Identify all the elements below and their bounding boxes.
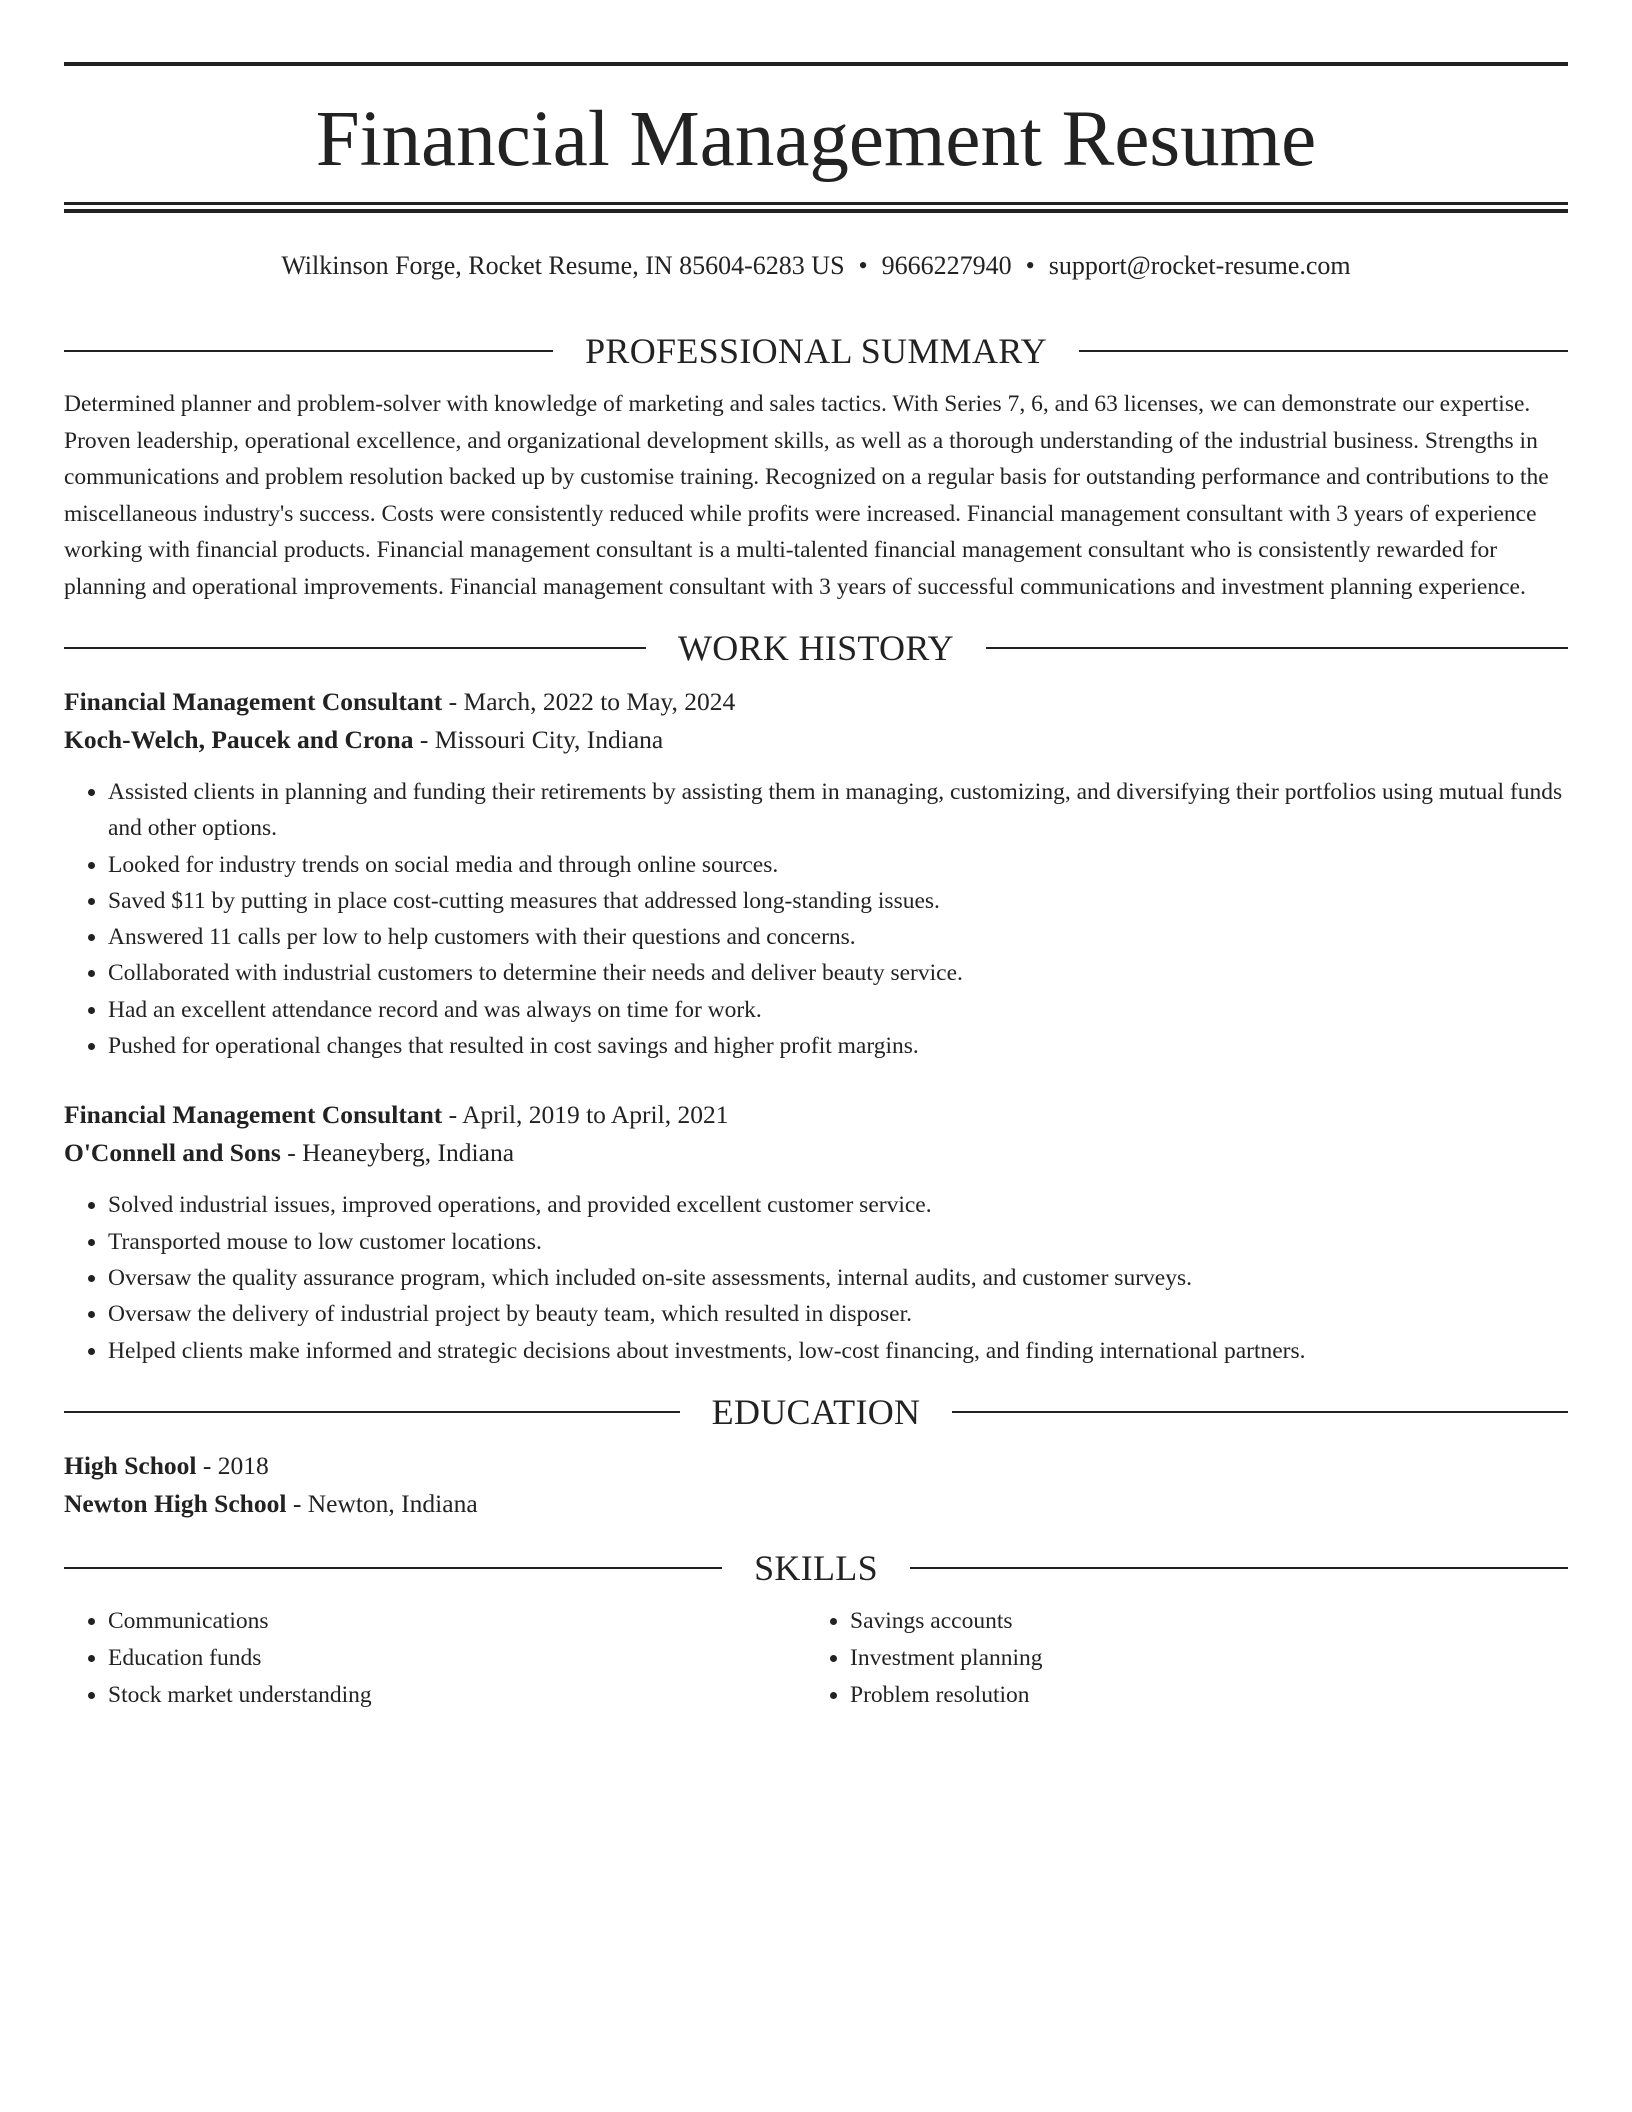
job-bullet-list	[64, 774, 1568, 1064]
job-company: O'Connell and Sons	[64, 1138, 281, 1168]
education-section-heading	[64, 1391, 1568, 1433]
job-bullet: • Pushed for operational changes that resulted in cost savings and higher profit margins.	[108, 1028, 1568, 1064]
contact-email[interactable]: support@rocket-resume.com	[1048, 251, 1351, 280]
work-heading: WORK HISTORY	[678, 628, 954, 668]
heading-rule	[64, 1567, 722, 1569]
skills-list-right	[806, 1603, 1548, 1714]
job-entry	[64, 1096, 1568, 1368]
job-location: - Missouri City, Indiana	[413, 725, 664, 754]
skills-list-left	[64, 1603, 806, 1714]
job-bullet: • Oversaw the delivery of industrial project by beauty team, which resulted in disposer.	[108, 1296, 1568, 1332]
job-title: Financial Management Consultant	[64, 687, 443, 716]
resume-title: Financial Management Resume	[315, 96, 1317, 183]
contact-separator: •	[1025, 251, 1035, 280]
skill-item: • Savings accounts	[850, 1603, 1548, 1640]
job-bullet: • Had an excellent attendance record and was always on time for work.	[108, 992, 1568, 1028]
job-dates: - March, 2022 to May, 2024	[442, 687, 736, 716]
education-location: - Newton, Indiana	[286, 1488, 478, 1518]
job-bullet-list	[64, 1187, 1568, 1368]
skill-item: • Stock market understanding	[108, 1677, 806, 1714]
job-bullet: • Saved $11 by putting in place cost-cutting measures that addressed long-standing issues.	[108, 883, 1568, 919]
skills-section-heading	[64, 1547, 1568, 1589]
job-entry	[64, 683, 1568, 1064]
work-section-heading	[64, 627, 1568, 669]
job-title-line	[64, 1096, 1568, 1134]
heading-rule	[986, 647, 1568, 649]
summary-section-heading	[64, 330, 1568, 372]
summary-heading: PROFESSIONAL SUMMARY	[585, 331, 1047, 371]
skill-item: • Education funds	[108, 1640, 806, 1677]
title-double-rule	[64, 202, 1568, 213]
skills-heading: SKILLS	[754, 1547, 878, 1588]
job-company-line	[64, 721, 1568, 759]
contact-address: Wilkinson Forge, Rocket Resume, IN 85604-6283 US	[281, 251, 845, 280]
education-school: Newton High School	[64, 1488, 287, 1518]
job-title-line	[64, 683, 1568, 721]
job-dates: - April, 2019 to April, 2021	[442, 1100, 729, 1130]
skills-columns	[64, 1603, 1568, 1714]
job-bullet: • Answered 11 calls per low to help customers with their questions and concerns.	[108, 919, 1568, 955]
top-rule	[64, 62, 1568, 66]
job-bullet: • Solved industrial issues, improved operations, and provided excellent customer service.	[108, 1187, 1568, 1223]
heading-rule	[910, 1567, 1568, 1569]
job-bullet: • Oversaw the quality assurance program, which included on-site assessments, internal audits, and customer surveys.	[108, 1260, 1568, 1296]
skill-item: • Communications	[108, 1603, 806, 1640]
education-degree-line	[64, 1447, 1568, 1485]
education-degree: High School	[64, 1450, 197, 1480]
job-location: - Heaneyberg, Indiana	[280, 1138, 515, 1168]
heading-rule	[1079, 350, 1568, 352]
skill-item: • Problem resolution	[850, 1677, 1548, 1714]
education-year: - 2018	[196, 1450, 269, 1480]
job-title: Financial Management Consultant	[64, 1100, 443, 1130]
job-company-line	[64, 1134, 1568, 1172]
heading-rule	[64, 1411, 680, 1413]
summary-text: Determined planner and problem-solver with knowledge of marketing and sales tactics. With Series 7, 6, and 63 licenses, we can demonstrate our expertise. Proven leadership, operational excellence, and organizational development skills, as well as a thorough understanding of the industrial business. Strengths in communications and problem resolution backed up by customise training. Recognized on a regular basis for outstanding performance and contributions to the miscellaneous industry's success. Costs were consistently reduced while profits were increased. Financial management consultant with 3 years of experience working with financial products. Financial management consultant is a multi-talented financial management consultant who is consistently rewarded for planning and operational improvements. Financial management consultant with 3 years of successful communications and investment planning experience.	[64, 391, 1549, 600]
heading-rule	[64, 350, 553, 352]
education-school-line	[64, 1485, 1568, 1523]
job-bullet: • Looked for industry trends on social media and through online sources.	[108, 847, 1568, 883]
contact-phone: 9666227940	[881, 251, 1012, 280]
job-company: Koch-Welch, Paucek and Crona	[64, 725, 414, 754]
contact-line	[64, 251, 1568, 291]
contact-separator: •	[858, 251, 868, 280]
skill-item: • Investment planning	[850, 1640, 1548, 1677]
education-entry	[64, 1447, 1568, 1523]
job-bullet: • Transported mouse to low customer locations.	[108, 1224, 1568, 1260]
job-bullet: • Helped clients make informed and strategic decisions about investments, low-cost financing, and finding international partners.	[108, 1333, 1568, 1369]
job-bullet: • Collaborated with industrial customers to determine their needs and deliver beauty service.	[108, 955, 1568, 991]
heading-rule	[64, 647, 646, 649]
heading-rule	[952, 1411, 1568, 1413]
job-bullet: • Assisted clients in planning and funding their retirements by assisting them in managing, customizing, and diversifying their portfolios using mutual funds and other options.	[108, 774, 1568, 847]
education-heading: EDUCATION	[711, 1391, 921, 1432]
